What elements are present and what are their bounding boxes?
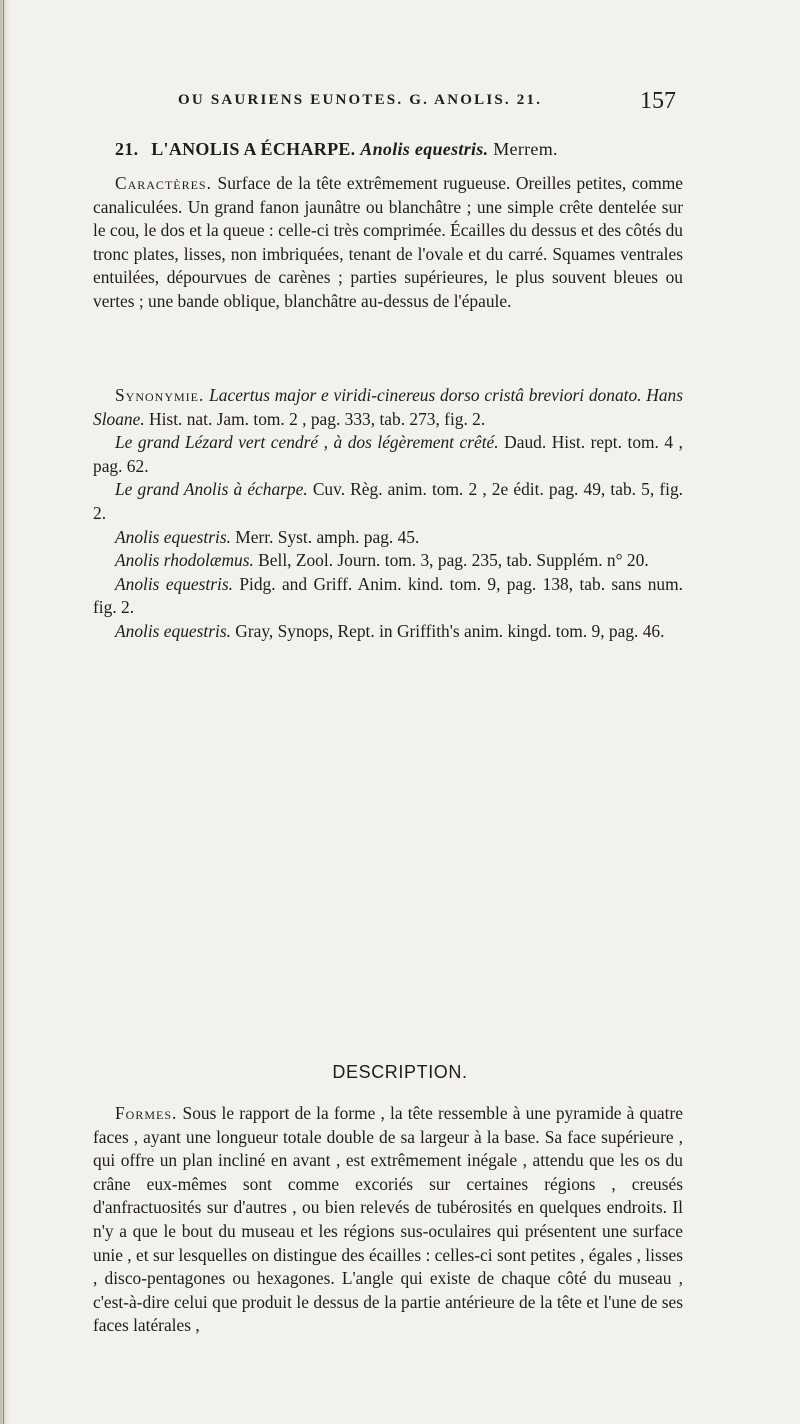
caracteres-text: Surface de la tête extrêmement rugueuse. Oreilles petites, comme canaliculées. Un grand fanon jaunâtre ou blanchâtre ; une simple crête dentelée sur le cou, le dos et la queue : celle-ci très comprimée. Écailles du dessus et des côtés du tronc plates, lisses, non imbriquées, tenant de l'ovale et du carré. Squames ventrales entuilées, dépourvues de carènes ; parties supérieures, le plus souvent bleues ou vertes ; une bande oblique, blanchâtre au-dessus de l'épaule. [93, 173, 683, 311]
description-block [93, 1102, 683, 1338]
synonymie-entry-italic: Anolis equestris. [115, 620, 231, 641]
species-heading [115, 139, 558, 160]
synonymie-entry-ref: Daud. Hist. rept. tom. 4 , pag. 62. [93, 432, 683, 476]
synonymie-entry [93, 573, 683, 620]
synonymie-label: Synonymie. [115, 385, 205, 405]
synonymie-entry-ref: Pidg. and Griff. Anim. kind. tom. 9, pag. 138, tab. sans num. fig. 2. [93, 573, 684, 618]
description-heading: DESCRIPTION. [332, 1062, 468, 1082]
species-common-name: L'ANOLIS A ÉCHARPE. [151, 139, 356, 159]
formes-paragraph [93, 1102, 683, 1338]
synonymie-entry [93, 526, 683, 550]
page-number: 157 [640, 88, 676, 114]
species-author: Merrem. [493, 139, 558, 159]
synonymie-entry-italic: Anolis equestris. [115, 526, 231, 547]
synonymie-entry-ref: Hist. nat. Jam. tom. 2 , pag. 333, tab. 273, fig. 2. [144, 408, 486, 429]
synonymie-entry [93, 478, 683, 525]
synonymie-entry [93, 620, 683, 644]
synonymie-entry [93, 384, 683, 431]
synonymie-entry-italic: Anolis equestris. [115, 573, 233, 594]
species-number: 21. [115, 139, 139, 159]
synonymie-entry-ref: Merr. Syst. amph. pag. 45. [230, 526, 420, 547]
synonymie-entry [93, 431, 683, 478]
caracteres-paragraph [93, 172, 683, 314]
running-title: OU SAURIENS EUNOTES. G. ANOLIS. 21. [178, 92, 543, 108]
species-scientific-name: Anolis equestris. [360, 139, 489, 159]
running-head [140, 88, 676, 118]
binding-line [3, 0, 4, 1424]
synonymie-entry-ref: Bell, Zool. Journ. tom. 3, pag. 235, tab. Supplém. n° 20. [253, 550, 649, 571]
synonymie-entry-italic: Anolis rhodolæmus. [115, 550, 254, 571]
caracteres-label: Caractères. [115, 173, 212, 193]
synonymie-entry-italic: Le grand Anolis à écharpe. [115, 479, 308, 500]
synonymie-entry-italic: Lacertus major e viridi-cinereus dorso cristâ breviori donato. Hans Sloane. [93, 385, 683, 429]
formes-label: Formes. [115, 1103, 178, 1123]
binding-edge [0, 0, 10, 1424]
synonymie-entry-italic: Le grand Lézard vert cendré , à dos légèrement crêté. [115, 432, 499, 453]
synonymie-block [93, 384, 683, 644]
formes-text: Sous le rapport de la forme , la tête ressemble à une pyramide à quatre faces , ayant une longueur totale double de sa largeur à la base. Sa face supérieure , qui offre un plan incliné en avant , est extrêmement inégale , attendu que les os du crâne eux-mêmes sont comme excoriés sur certaines régions , creusés d'anfractuosités sur d'autres , ou bien relevés de tubérosités en quelques endroits. Il n'y a que le bout du museau et les régions sus-oculaires qui présentent une surface unie , et sur lesquelles on distingue des écailles : celles-ci sont petites , égales , lisses , disco-pentagones ou hexagones. L'angle qui existe de chaque côté du museau , c'est-à-dire celui que produit le dessus de la partie antérieure de la tête et l'une de ses faces latérales , [93, 1103, 683, 1336]
synonymie-entry-ref: Gray, Synops, Rept. in Griffith's anim. kingd. tom. 9, pag. 46. [230, 620, 665, 641]
caracteres-block [93, 172, 683, 314]
synonymie-entry-ref: Cuv. Règ. anim. tom. 2 , 2e édit. pag. 49, tab. 5, fig. 2. [93, 479, 683, 523]
synonymie-entry [93, 549, 683, 573]
